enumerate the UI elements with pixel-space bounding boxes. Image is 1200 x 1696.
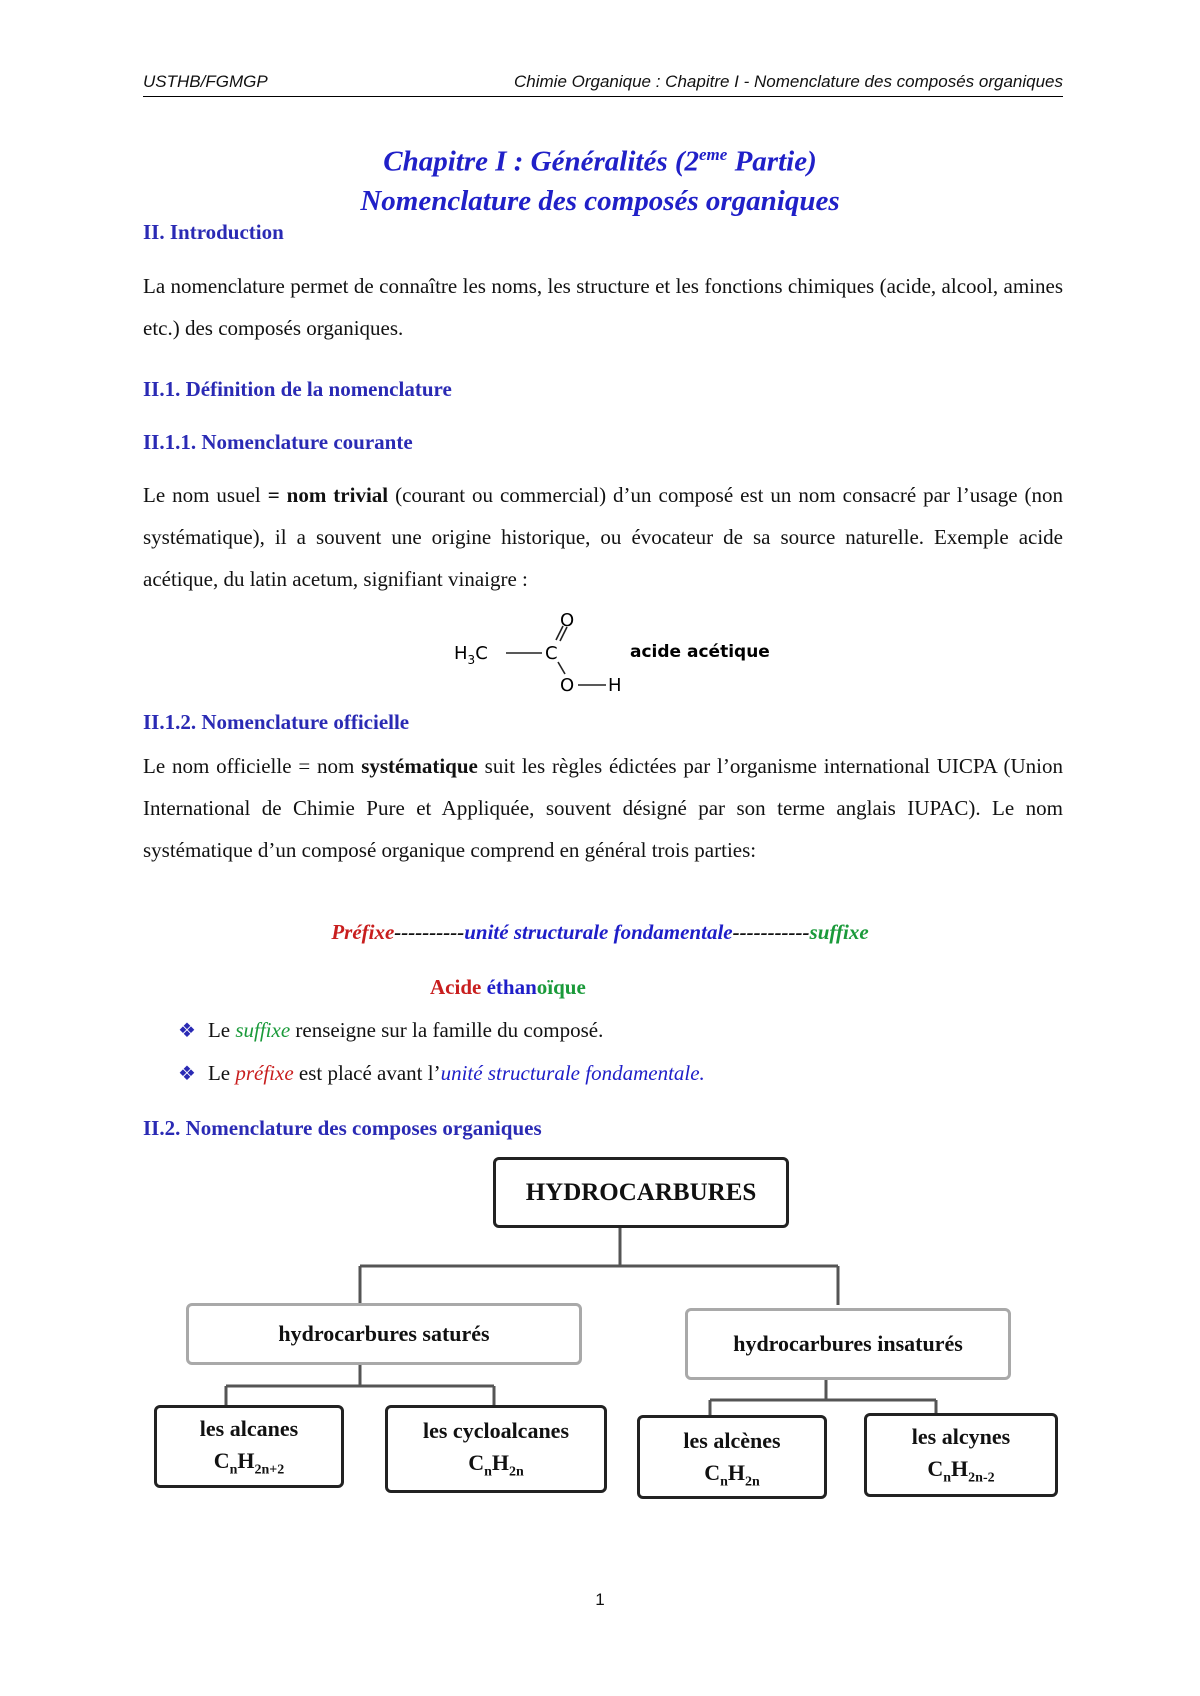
diamond-bullet-icon: ❖ [178, 1061, 196, 1085]
courante-text-a: Le nom usuel [143, 483, 268, 507]
alcanes-formula: $C_nH_{2n+2}$ [213, 1448, 285, 1478]
hydrocarbures-insatures-box: hydrocarbures insaturés [685, 1308, 1011, 1380]
officielle-text-b: suit les règles édictées par l’organisme international UICPA (Union International de Chimie Pure et Appliquée, souvent désigné par son terme anglais IUPAC). Le nom systématique d’un composé organique comprend en général trois parties: [143, 754, 1063, 862]
dash-separator-1: ---------- [394, 920, 465, 944]
diamond-bullet-icon: ❖ [178, 1018, 196, 1042]
alcenes-label: les alcènes [683, 1428, 781, 1453]
prefixe-term: préfixe [235, 1061, 294, 1085]
officielle-heading: II.1.2. Nomenclature officielle [143, 710, 410, 734]
cycloalcanes-box [385, 1405, 607, 1493]
page-number: 1 [595, 1590, 605, 1609]
h3c-label: $H_3C$ [454, 643, 488, 667]
acetic-acid-label: acide acétique [630, 642, 770, 662]
example-ethan: éthan [486, 975, 537, 999]
example-acide: Acide [430, 975, 487, 999]
cycloalcanes-formula: $C_nH_{2n}$ [468, 1450, 524, 1480]
alcanes-box [154, 1405, 344, 1488]
alcynes-formula: $C_nH_{2n-2}$ [927, 1456, 995, 1486]
hydrogen-label: H [608, 675, 622, 696]
suffixe-label: suffixe [809, 920, 869, 944]
oxygen-top-label: O [560, 612, 575, 631]
carbon-label: C [545, 643, 558, 664]
alcynes-label: les alcynes [911, 1424, 1011, 1449]
courante-heading: II.1.1. Nomenclature courante [143, 430, 413, 454]
courante-text-b: (courant ou commercial) d’un composé est un nom consacré par l’usage (non systématique), il a souvent une origine historique, ou évocateur de sa source naturelle. Exemple acide acétique, du latin acetum, signifiant vinaigre : [143, 483, 1063, 591]
suffixe-term: suffixe [235, 1018, 291, 1042]
alcanes-label: les alcanes [199, 1416, 299, 1441]
example-oique: oïque [536, 975, 586, 999]
title-part-b: Partie) [727, 145, 817, 178]
prefixe-label: Préfixe [331, 920, 395, 944]
composes-heading: II.2. Nomenclature des composes organiques [143, 1116, 542, 1140]
alcenes-formula: $C_nH_{2n}$ [704, 1460, 760, 1490]
unite-label: unité structurale fondamentale [464, 920, 733, 944]
alcenes-box [637, 1415, 827, 1499]
officielle-bold: systématique [361, 754, 478, 778]
dash-separator-2: ----------- [732, 920, 810, 944]
bullet-suffixe: ❖ Le suffixe renseigne sur la famille du composé. [178, 1018, 604, 1042]
intro-heading: II. Introduction [143, 220, 284, 244]
title-sup: eme [699, 145, 728, 164]
courante-bold: = nom trivial [267, 483, 389, 507]
cycloalcanes-label: les cycloalcanes [422, 1418, 570, 1443]
bullet-prefixe: ❖ Le préfixe est placé avant l’unité structurale fondamentale. [178, 1061, 705, 1085]
title-part-a: Chapitre I : Généralités (2 [383, 145, 700, 178]
hydrocarbures-satures-box: hydrocarbures saturés [186, 1303, 582, 1365]
chapter-subtitle: Nomenclature des composés organiques [360, 185, 840, 217]
definition-heading: II.1. Définition de la nomenclature [143, 377, 452, 401]
officielle-text-a: Le nom officielle = nom [143, 754, 362, 778]
intro-paragraph: La nomenclature permet de connaître les noms, les structure et les fonctions chimiques (acide, alcool, amines etc.) des composés organiques. [143, 274, 1063, 340]
header-institution: USTHB/FGMGP [143, 72, 268, 91]
header-chapter: Chimie Organique : Chapitre I - Nomenclature des composés organiques [514, 72, 1063, 91]
oxygen-bottom-label: O [560, 675, 575, 696]
unite-term: unité structurale fondamentale. [440, 1061, 705, 1085]
alcynes-box [864, 1413, 1058, 1497]
hydrocarbures-root-box: HYDROCARBURES [493, 1157, 789, 1228]
